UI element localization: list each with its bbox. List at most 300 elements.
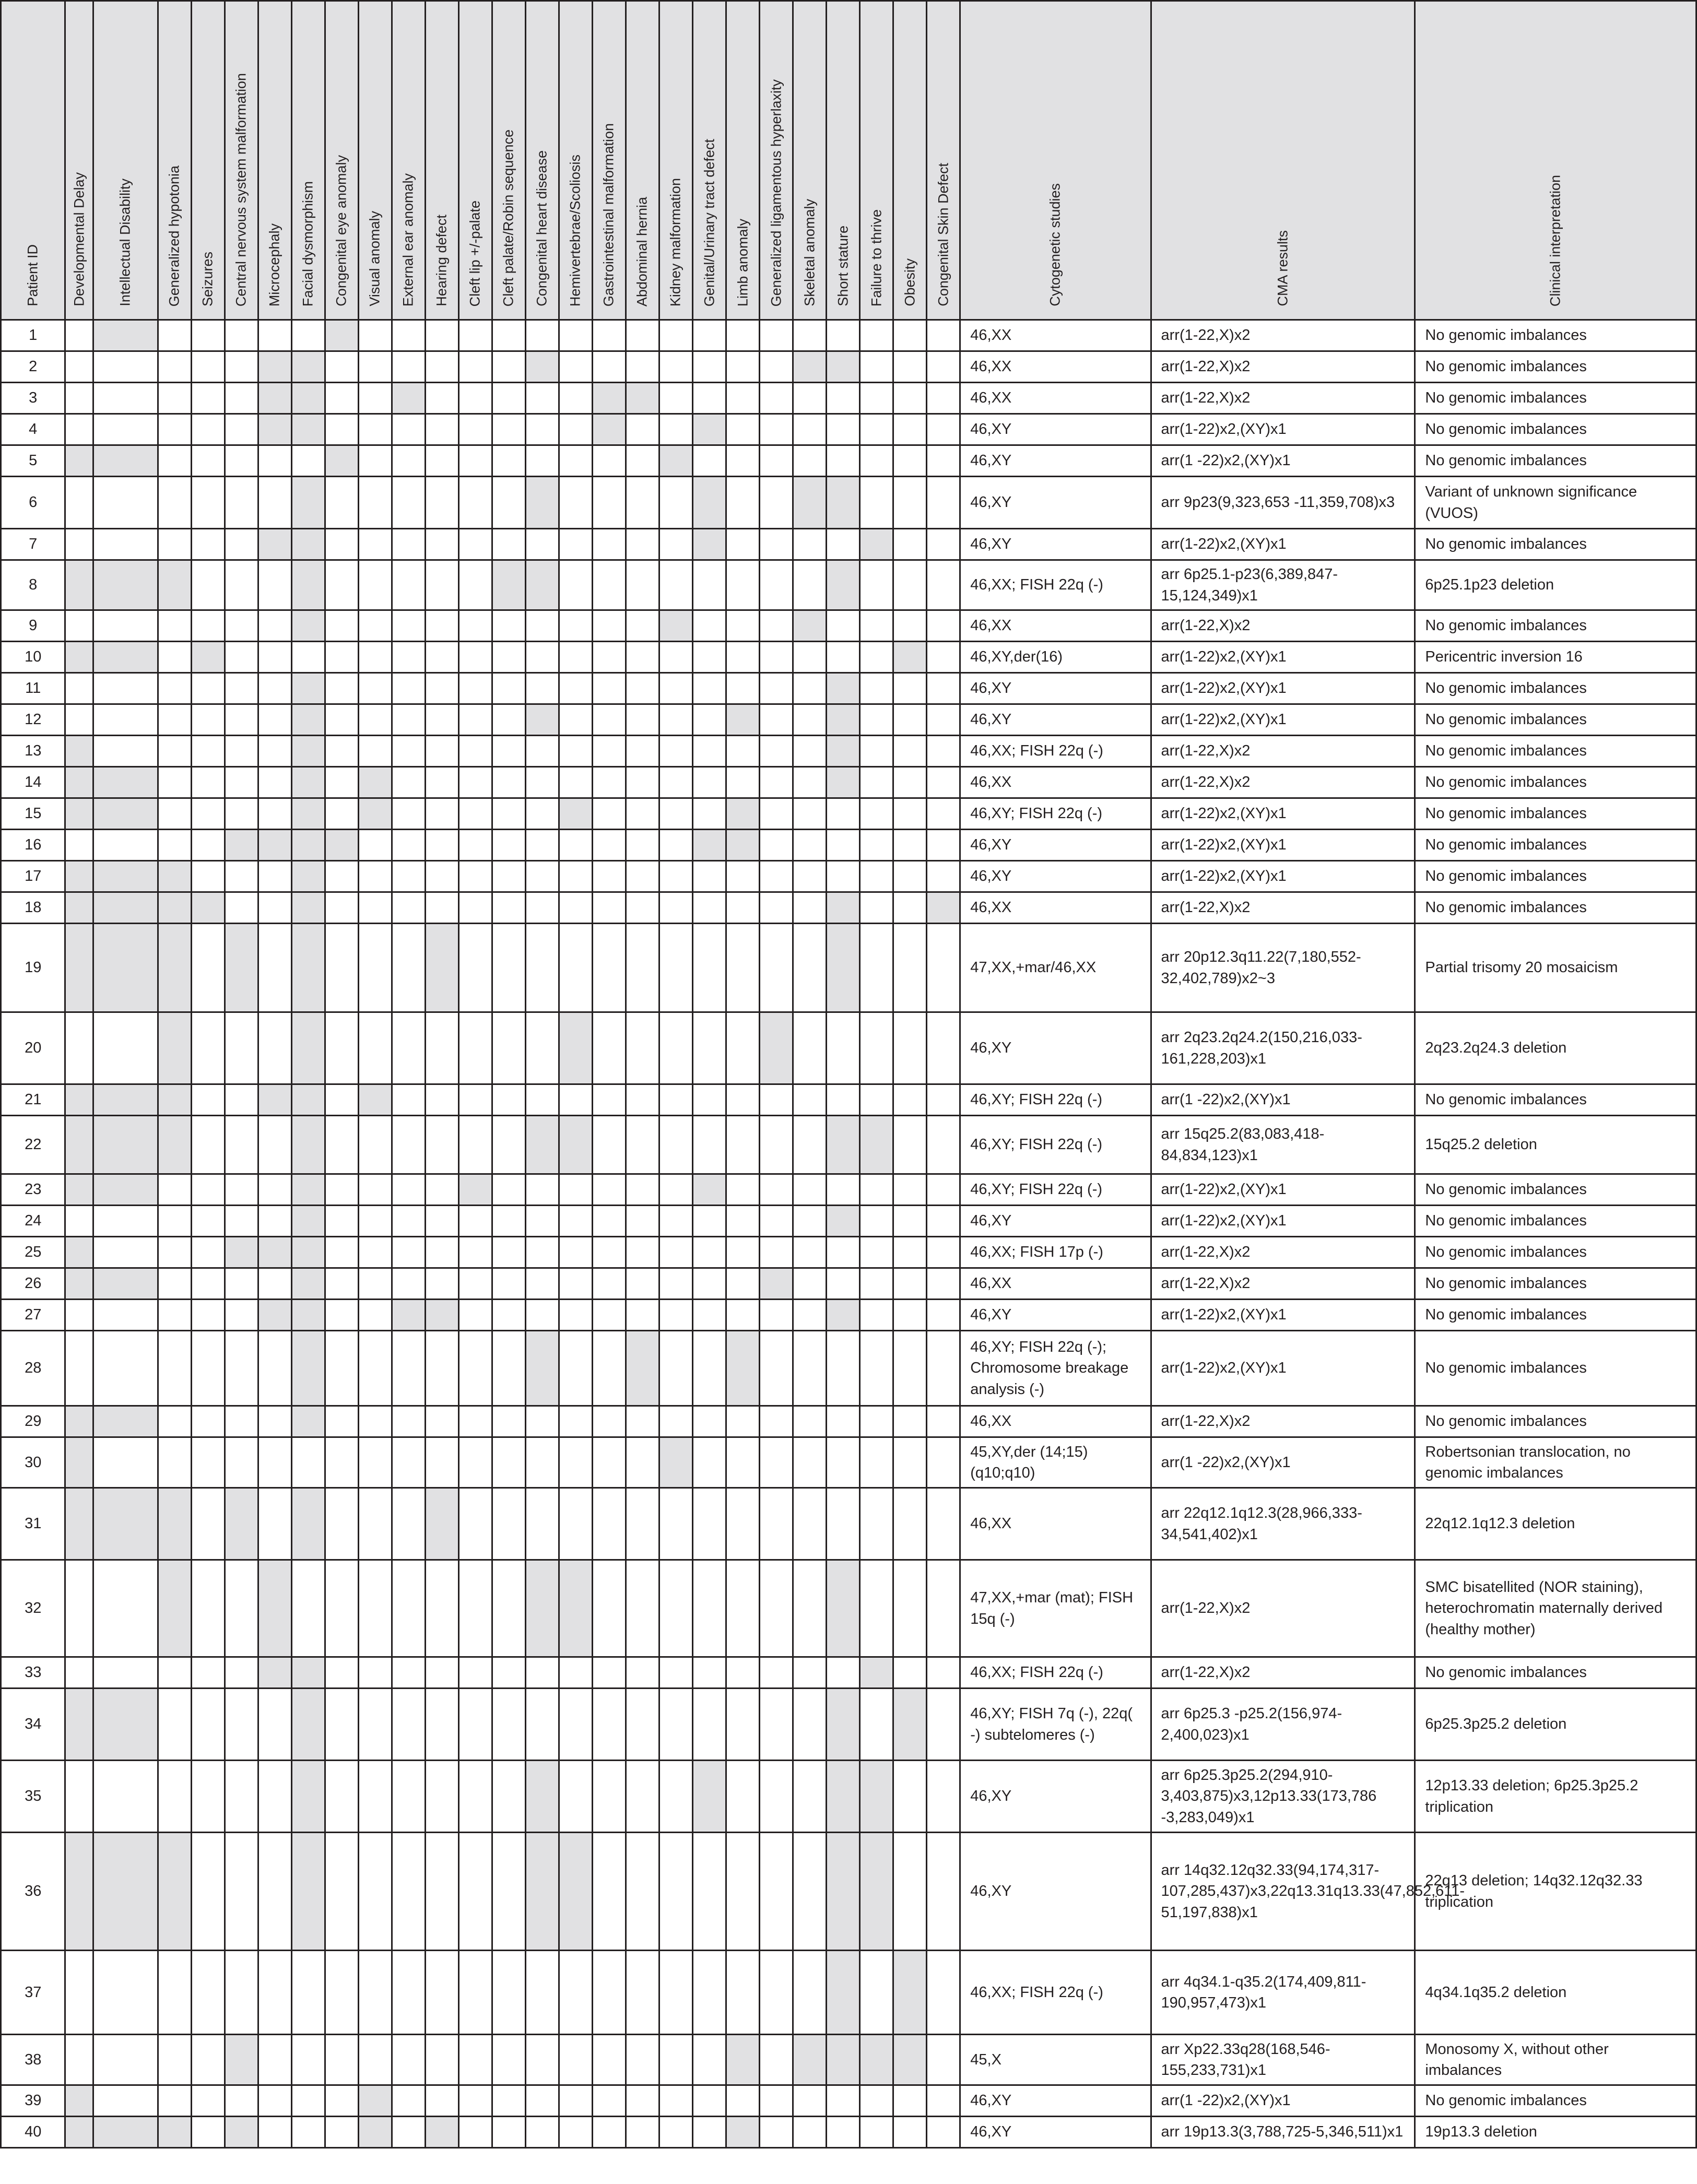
phenotype-cell [325, 861, 358, 892]
phenotype-cell [325, 1761, 358, 1833]
table-row [1, 1206, 1696, 1237]
phenotype-cell [626, 892, 659, 924]
phenotype-cell [425, 1488, 458, 1560]
phenotype-cell [258, 477, 291, 529]
column-header-label: Microcephaly [266, 223, 282, 306]
table-row [1, 704, 1696, 736]
phenotype-cell [760, 1437, 793, 1488]
phenotype-cell [158, 1951, 191, 2035]
phenotype-cell [626, 830, 659, 861]
phenotype-cell [927, 1174, 960, 1206]
column-header-label: Congenital Skin Defect [935, 163, 951, 306]
phenotype-cell [626, 320, 659, 351]
phenotype-cell [827, 1300, 860, 1331]
phenotype-cell [291, 610, 325, 642]
phenotype-cell [65, 445, 93, 477]
phenotype-cell [325, 642, 358, 673]
phenotype-cell [425, 383, 458, 414]
phenotype-cell [358, 924, 392, 1012]
phenotype-cell [592, 351, 626, 383]
phenotype-cell [626, 414, 659, 445]
phenotype-cell [827, 1012, 860, 1084]
phenotype-cell [458, 560, 492, 610]
phenotype-cell [158, 767, 191, 798]
phenotype-cell [65, 610, 93, 642]
phenotype-cell [191, 1012, 225, 1084]
phenotype-cell [291, 1300, 325, 1331]
phenotype-cell [726, 736, 760, 767]
phenotype-cell [458, 1331, 492, 1406]
clinical-interpretation-cell: SMC bisatellited (NOR staining), heterochromatin maternally derived (healthy mother) [1415, 1560, 1696, 1657]
cma-results-cell: arr(1-22,X)x2 [1151, 610, 1415, 642]
phenotype-cell [258, 1300, 291, 1331]
cma-results-cell: arr 6p25.3p25.2(294,910-3,403,875)x3,12p13.33(173,786 -3,283,049)x1 [1151, 1761, 1415, 1833]
phenotype-cell [726, 642, 760, 673]
phenotype-cell [793, 1761, 827, 1833]
phenotype-cell [592, 1657, 626, 1689]
phenotype-cell [827, 673, 860, 704]
phenotype-cell [827, 529, 860, 560]
cytogenetic-studies-cell: 46,XY [960, 1761, 1151, 1833]
phenotype-cell [860, 2117, 893, 2148]
phenotype-cell [726, 610, 760, 642]
phenotype-cell [726, 351, 760, 383]
phenotype-cell [860, 351, 893, 383]
phenotype-cell [726, 704, 760, 736]
phenotype-cell [592, 1331, 626, 1406]
phenotype-cell [458, 736, 492, 767]
phenotype-cell [65, 704, 93, 736]
clinical-interpretation-cell: 4q34.1q35.2 deletion [1415, 1951, 1696, 2035]
phenotype-cell [225, 610, 258, 642]
phenotype-cell [827, 2035, 860, 2085]
phenotype-cell [827, 383, 860, 414]
phenotype-cell [158, 830, 191, 861]
phenotype-cell [626, 383, 659, 414]
cma-results-cell: arr(1 -22)x2,(XY)x1 [1151, 1084, 1415, 1116]
phenotype-cell [225, 1689, 258, 1761]
phenotype-cell [893, 414, 927, 445]
phenotype-cell [93, 924, 158, 1012]
table-row [1, 351, 1696, 383]
phenotype-cell [191, 610, 225, 642]
phenotype-cell [425, 1116, 458, 1174]
patient-id-cell: 4 [1, 414, 65, 445]
column-header [191, 1, 225, 320]
phenotype-cell [927, 1560, 960, 1657]
phenotype-cell [93, 2085, 158, 2117]
phenotype-cell [893, 1488, 927, 1560]
phenotype-cell [793, 673, 827, 704]
patient-id-cell: 19 [1, 924, 65, 1012]
phenotype-cell [860, 642, 893, 673]
phenotype-cell [291, 1331, 325, 1406]
phenotype-cell [827, 798, 860, 830]
patient-id-cell: 24 [1, 1206, 65, 1237]
cytogenetic-studies-cell: 46,XY; FISH 22q (-) [960, 1084, 1151, 1116]
phenotype-cell [325, 1331, 358, 1406]
phenotype-cell [693, 529, 726, 560]
phenotype-cell [559, 1237, 592, 1268]
phenotype-cell [693, 1833, 726, 1951]
phenotype-cell [726, 1116, 760, 1174]
cma-results-cell: arr(1-22)x2,(XY)x1 [1151, 642, 1415, 673]
phenotype-cell [659, 1560, 692, 1657]
phenotype-cell [65, 1206, 93, 1237]
phenotype-cell [492, 1761, 525, 1833]
phenotype-cell [158, 1174, 191, 1206]
phenotype-cell [65, 1437, 93, 1488]
cytogenetic-studies-cell: 46,XY [960, 1012, 1151, 1084]
table-row [1, 1833, 1696, 1951]
column-header [225, 1, 258, 320]
phenotype-cell [827, 1268, 860, 1300]
clinical-interpretation-cell: Variant of unknown significance (VUOS) [1415, 477, 1696, 529]
phenotype-cell [927, 1084, 960, 1116]
phenotype-cell [827, 445, 860, 477]
phenotype-cell [525, 320, 559, 351]
phenotype-cell [827, 1206, 860, 1237]
clinical-interpretation-cell: 12p13.33 deletion; 6p25.3p25.2 triplication [1415, 1761, 1696, 1833]
phenotype-cell [492, 830, 525, 861]
phenotype-cell [225, 736, 258, 767]
phenotype-cell [827, 1406, 860, 1437]
phenotype-cell [225, 414, 258, 445]
phenotype-cell [760, 642, 793, 673]
phenotype-cell [358, 1268, 392, 1300]
phenotype-cell [760, 1833, 793, 1951]
phenotype-cell [592, 1116, 626, 1174]
phenotype-cell [893, 736, 927, 767]
phenotype-cell [325, 1560, 358, 1657]
phenotype-cell [458, 414, 492, 445]
phenotype-cell [659, 1237, 692, 1268]
phenotype-cell [793, 2035, 827, 2085]
phenotype-cell [392, 1268, 425, 1300]
phenotype-cell [291, 1488, 325, 1560]
patient-id-cell: 31 [1, 1488, 65, 1560]
phenotype-cell [893, 1331, 927, 1406]
patient-id-cell: 8 [1, 560, 65, 610]
column-header-label: Central nervous system malformation [233, 73, 249, 306]
phenotype-cell [726, 445, 760, 477]
phenotype-cell [392, 529, 425, 560]
phenotype-cell [325, 924, 358, 1012]
phenotype-cell [425, 529, 458, 560]
phenotype-cell [93, 1116, 158, 1174]
phenotype-cell [392, 830, 425, 861]
table-row [1, 1488, 1696, 1560]
phenotype-cell [525, 2035, 559, 2085]
patient-id-cell: 30 [1, 1437, 65, 1488]
phenotype-cell [893, 1951, 927, 2035]
phenotype-cell [191, 351, 225, 383]
patient-id-cell: 2 [1, 351, 65, 383]
phenotype-cell [893, 1657, 927, 1689]
phenotype-cell [291, 1761, 325, 1833]
clinical-interpretation-cell: Robertsonian translocation, no genomic imbalances [1415, 1437, 1696, 1488]
phenotype-cell [258, 736, 291, 767]
clinical-interpretation-cell: Pericentric inversion 16 [1415, 642, 1696, 673]
column-header [827, 1, 860, 320]
phenotype-cell [225, 1951, 258, 2035]
phenotype-cell [358, 673, 392, 704]
phenotype-cell [525, 1012, 559, 1084]
phenotype-cell [659, 1488, 692, 1560]
phenotype-cell [860, 2035, 893, 2085]
column-header [893, 1, 927, 320]
phenotype-cell [325, 1300, 358, 1331]
phenotype-cell [358, 1488, 392, 1560]
phenotype-cell [525, 1488, 559, 1560]
phenotype-cell [458, 320, 492, 351]
patient-id-cell: 14 [1, 767, 65, 798]
phenotype-cell [258, 1657, 291, 1689]
phenotype-cell [559, 1012, 592, 1084]
phenotype-cell [191, 1406, 225, 1437]
phenotype-cell [291, 1116, 325, 1174]
phenotype-cell [793, 767, 827, 798]
phenotype-cell [225, 1833, 258, 1951]
phenotype-cell [65, 529, 93, 560]
phenotype-cell [93, 1012, 158, 1084]
phenotype-cell [392, 610, 425, 642]
phenotype-cell [392, 414, 425, 445]
phenotype-cell [860, 383, 893, 414]
patient-id-cell: 29 [1, 1406, 65, 1437]
phenotype-cell [559, 767, 592, 798]
phenotype-cell [592, 830, 626, 861]
phenotype-cell [559, 529, 592, 560]
phenotype-cell [760, 1116, 793, 1174]
phenotype-cell [325, 2085, 358, 2117]
phenotype-cell [626, 1174, 659, 1206]
cma-results-cell: arr(1-22)x2,(XY)x1 [1151, 1174, 1415, 1206]
phenotype-cell [693, 1206, 726, 1237]
phenotype-cell [559, 704, 592, 736]
column-header [93, 1, 158, 320]
phenotype-cell [693, 383, 726, 414]
phenotype-cell [93, 767, 158, 798]
phenotype-cell [793, 1300, 827, 1331]
phenotype-cell [291, 1437, 325, 1488]
patient-id-cell: 34 [1, 1689, 65, 1761]
phenotype-cell [793, 1084, 827, 1116]
phenotype-cell [258, 1084, 291, 1116]
phenotype-cell [860, 445, 893, 477]
phenotype-cell [258, 1833, 291, 1951]
phenotype-cell [225, 477, 258, 529]
table-row [1, 1012, 1696, 1084]
table-row [1, 1406, 1696, 1437]
phenotype-cell [158, 383, 191, 414]
table-row [1, 1951, 1696, 2035]
phenotype-cell [93, 1206, 158, 1237]
phenotype-cell [693, 830, 726, 861]
phenotype-cell [592, 2035, 626, 2085]
phenotype-cell [927, 1437, 960, 1488]
phenotype-cell [291, 892, 325, 924]
phenotype-cell [760, 736, 793, 767]
phenotype-cell [492, 445, 525, 477]
phenotype-cell [760, 320, 793, 351]
phenotype-cell [927, 610, 960, 642]
phenotype-cell [325, 1012, 358, 1084]
cytogenetic-studies-cell: 45,XY,der (14;15)(q10;q10) [960, 1437, 1151, 1488]
phenotype-cell [659, 1116, 692, 1174]
phenotype-cell [592, 892, 626, 924]
phenotype-cell [358, 1657, 392, 1689]
phenotype-cell [325, 1406, 358, 1437]
phenotype-cell [291, 704, 325, 736]
cma-results-cell: arr(1 -22)x2,(XY)x1 [1151, 445, 1415, 477]
phenotype-cell [592, 383, 626, 414]
phenotype-cell [559, 1300, 592, 1331]
phenotype-cell [158, 924, 191, 1012]
phenotype-cell [65, 736, 93, 767]
phenotype-cell [726, 560, 760, 610]
phenotype-cell [793, 1268, 827, 1300]
phenotype-cell [827, 1560, 860, 1657]
phenotype-cell [158, 477, 191, 529]
phenotype-cell [492, 861, 525, 892]
phenotype-cell [458, 673, 492, 704]
phenotype-cell [760, 529, 793, 560]
phenotype-cell [659, 1689, 692, 1761]
phenotype-cell [65, 861, 93, 892]
phenotype-cell [893, 892, 927, 924]
phenotype-cell [525, 1268, 559, 1300]
column-header-label: Genital/Urinary tract defect [701, 138, 717, 306]
phenotype-cell [760, 704, 793, 736]
phenotype-cell [358, 830, 392, 861]
phenotype-cell [760, 1237, 793, 1268]
phenotype-cell [425, 2035, 458, 2085]
phenotype-cell [626, 1084, 659, 1116]
phenotype-cell [726, 892, 760, 924]
phenotype-cell [860, 1300, 893, 1331]
phenotype-cell [726, 1237, 760, 1268]
phenotype-cell [258, 704, 291, 736]
phenotype-cell [225, 704, 258, 736]
phenotype-cell [158, 1084, 191, 1116]
phenotype-cell [65, 1560, 93, 1657]
phenotype-cell [592, 445, 626, 477]
phenotype-cell [525, 477, 559, 529]
phenotype-cell [191, 798, 225, 830]
clinical-interpretation-cell: No genomic imbalances [1415, 1300, 1696, 1331]
phenotype-cell [693, 477, 726, 529]
phenotype-cell [693, 642, 726, 673]
cytogenetic-studies-cell: 46,XY; FISH 22q (-) [960, 798, 1151, 830]
phenotype-cell [893, 351, 927, 383]
column-header [425, 1, 458, 320]
phenotype-cell [827, 414, 860, 445]
phenotype-cell [425, 1084, 458, 1116]
phenotype-cell [659, 414, 692, 445]
phenotype-cell [860, 1689, 893, 1761]
phenotype-cell [626, 1488, 659, 1560]
cytogenetic-studies-cell: 46,XX [960, 1406, 1151, 1437]
phenotype-cell [827, 1657, 860, 1689]
column-header [592, 1, 626, 320]
cma-results-cell: arr 9p23(9,323,653 -11,359,708)x3 [1151, 477, 1415, 529]
phenotype-cell [760, 1331, 793, 1406]
phenotype-cell [592, 1012, 626, 1084]
column-header-label: Short stature [835, 226, 851, 306]
phenotype-cell [291, 560, 325, 610]
phenotype-cell [458, 704, 492, 736]
phenotype-cell [425, 320, 458, 351]
phenotype-cell [93, 642, 158, 673]
phenotype-cell [358, 861, 392, 892]
phenotype-cell [325, 2035, 358, 2085]
phenotype-cell [458, 445, 492, 477]
phenotype-cell [191, 1237, 225, 1268]
clinical-interpretation-cell: 6p25.1p23 deletion [1415, 560, 1696, 610]
phenotype-cell [392, 2085, 425, 2117]
phenotype-cell [392, 798, 425, 830]
phenotype-cell [726, 924, 760, 1012]
phenotype-cell [693, 2117, 726, 2148]
phenotype-cell [592, 1268, 626, 1300]
phenotype-cell [93, 610, 158, 642]
phenotype-cell [592, 1488, 626, 1560]
phenotype-cell [525, 610, 559, 642]
phenotype-cell [191, 1437, 225, 1488]
phenotype-cell [392, 1237, 425, 1268]
patient-id-cell: 11 [1, 673, 65, 704]
phenotype-cell [425, 861, 458, 892]
column-header [291, 1, 325, 320]
table-row [1, 1300, 1696, 1331]
phenotype-cell [827, 704, 860, 736]
phenotype-cell [793, 830, 827, 861]
phenotype-cell [492, 1300, 525, 1331]
phenotype-cell [693, 861, 726, 892]
phenotype-cell [659, 798, 692, 830]
phenotype-cell [258, 610, 291, 642]
clinical-interpretation-cell: No genomic imbalances [1415, 2085, 1696, 2117]
phenotype-cell [93, 1331, 158, 1406]
phenotype-cell [158, 1012, 191, 1084]
phenotype-cell [659, 2117, 692, 2148]
phenotype-cell [559, 1116, 592, 1174]
phenotype-cell [65, 1951, 93, 2035]
phenotype-cell [191, 1560, 225, 1657]
phenotype-cell [693, 767, 726, 798]
clinical-interpretation-cell: No genomic imbalances [1415, 1206, 1696, 1237]
cytogenetic-studies-cell: 46,XY [960, 861, 1151, 892]
phenotype-cell [458, 1268, 492, 1300]
clinical-interpretation-cell: No genomic imbalances [1415, 1268, 1696, 1300]
phenotype-cell [659, 445, 692, 477]
phenotype-cell [525, 1833, 559, 1951]
phenotype-cell [225, 2117, 258, 2148]
phenotype-cell [425, 1300, 458, 1331]
cytogenetic-studies-cell: 46,XY [960, 529, 1151, 560]
phenotype-cell [325, 830, 358, 861]
cma-results-cell: arr(1-22)x2,(XY)x1 [1151, 830, 1415, 861]
phenotype-cell [559, 736, 592, 767]
column-header [659, 1, 692, 320]
phenotype-cell [793, 351, 827, 383]
phenotype-cell [492, 798, 525, 830]
phenotype-cell [760, 477, 793, 529]
cytogenetic-studies-cell: 46,XX [960, 351, 1151, 383]
phenotype-cell [592, 861, 626, 892]
phenotype-cell [693, 736, 726, 767]
